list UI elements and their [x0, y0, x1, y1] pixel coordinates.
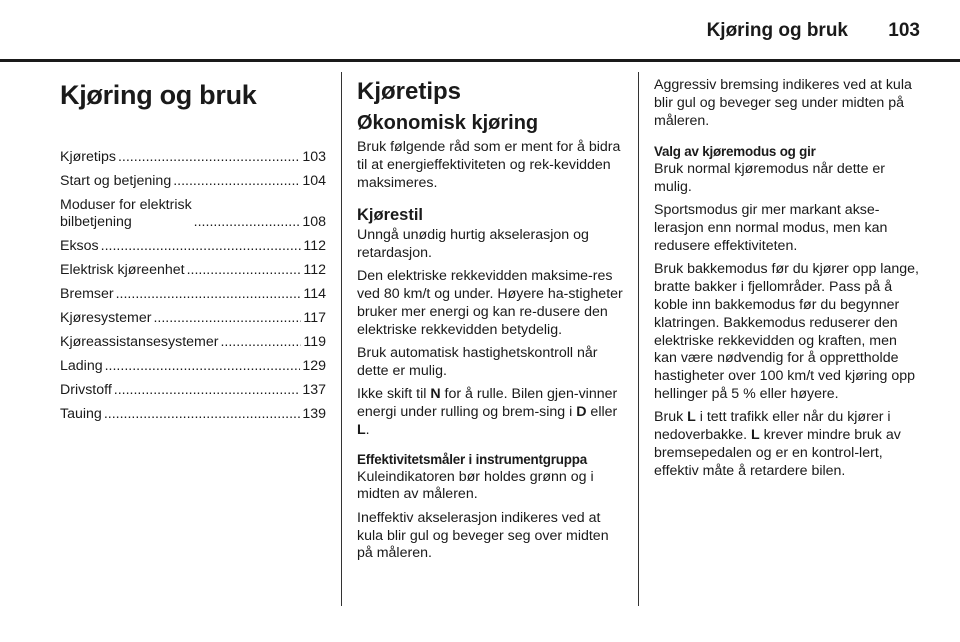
section-title: Kjøretips [357, 78, 462, 105]
paragraph-gear-rolling: Ikke skift til N for å rulle. Bilen gjen-vinner energi under rulling og brem-sing i D eller L. [357, 386, 618, 438]
toc-dot-leader [116, 286, 302, 303]
paragraph-low-gear: Bruk L i tett trafikk eller når du kjører i nedoverbakke. L krever mindre bruk av bremsepedalen og er en kontrol-lert, effektiv måte å retardere bilen. [654, 409, 901, 479]
toc-entry[interactable] [60, 197, 326, 231]
toc-dot-leader [187, 262, 302, 279]
header-divider [0, 59, 960, 62]
gear-letter-l: L [751, 427, 760, 444]
toc-entry-label: Tauing [60, 406, 102, 422]
toc-entry[interactable] [60, 173, 326, 190]
toc-entry-label: Eksos [60, 238, 99, 254]
toc-entry-page: 108 [302, 214, 326, 230]
page-number: 103 [888, 20, 920, 41]
toc-entry-page: 117 [303, 310, 326, 326]
toc-dot-leader [118, 149, 300, 166]
toc-dot-leader [220, 334, 301, 351]
toc-dot-leader [104, 406, 301, 423]
paragraph: Unngå unødig hurtig akselerasjon og retardasjon. [357, 227, 589, 262]
toc-dot-leader [101, 238, 302, 255]
column-divider-1 [341, 72, 342, 606]
gear-letter-l: L [357, 421, 366, 438]
paragraph: Kuleindikatoren bør holdes grønn og i midten av måleren. [357, 468, 594, 503]
toc-entry-page: 112 [303, 262, 326, 278]
toc-entry-page: 112 [303, 238, 326, 254]
toc-entry[interactable] [60, 358, 326, 375]
toc-entry-page: 103 [302, 149, 326, 165]
paragraph: Sportsmodus gir mer markant akse-lerasjon enn normal modus, men kan redusere effektiviteten. [654, 202, 888, 255]
toc-dot-leader [114, 382, 301, 399]
subsection-title: Økonomisk kjøring [357, 112, 539, 134]
column-divider-2 [638, 72, 639, 606]
toc-entry-page: 104 [302, 173, 326, 189]
toc-entry-page: 139 [302, 406, 326, 422]
efficiency-gauge-heading: Effektivitetsmåler i instrumentgruppa [357, 451, 587, 467]
toc-entry-page: 129 [302, 358, 326, 374]
toc-entry[interactable] [60, 382, 326, 399]
toc-dot-leader [194, 214, 301, 231]
paragraph: Ineffektiv akselerasjon indikeres ved at kula blir gul og beveger seg over midten på måleren. [357, 509, 609, 562]
column-3 [654, 72, 922, 486]
drive-mode-heading: Valg av kjøremodus og gir [654, 144, 816, 160]
toc-dot-leader [105, 358, 301, 375]
column-2 [357, 72, 623, 569]
table-of-contents [60, 149, 326, 423]
toc-entry[interactable] [60, 262, 326, 279]
toc-entry-page: 114 [303, 286, 326, 302]
toc-entry-label: Kjøresystemer [60, 310, 152, 326]
paragraph: Den elektriske rekkevidden maksime-res ved 80 km/t og under. Høyere ha-stigheter bruker mer energi og kan re-dusere den elektriske rekkevidden betydelig. [357, 268, 623, 338]
paragraph: Aggressiv bremsing indikeres ved at kula blir gul og beveger seg under midten på måleren. [654, 77, 912, 129]
driving-style-heading: Kjørestil [357, 206, 424, 225]
toc-entry[interactable] [60, 238, 326, 255]
toc-entry-page: 119 [303, 334, 326, 350]
toc-entry[interactable] [60, 406, 326, 423]
toc-entry-label: Bremser [60, 286, 114, 302]
paragraph: Bruk normal kjøremodus når dette er mulig. [654, 161, 886, 196]
gear-letter-l: L [687, 409, 696, 426]
paragraph: Bruk bakkemodus før du kjører opp lange, bratte bakker i fjellområder. Pass på å koble inn bakkemodus før du begynner klatringen. Bakkemodus reduserer den elektriske rekkevidden og kraften, men kan være nødvendig for å opprettholde hastigheter over 100 km/t ved kjøring opp hellinger på 5 % eller høyere. [654, 261, 919, 402]
column-toc [60, 72, 326, 430]
intro-paragraph: Bruk følgende råd som er ment for å bidra til at energieffektiviteten og rek-kevidden maksimeres. [357, 139, 621, 191]
page-header [0, 0, 960, 60]
toc-entry[interactable] [60, 149, 326, 166]
toc-entry-page: 137 [302, 382, 326, 398]
toc-entry[interactable] [60, 286, 326, 303]
toc-entry[interactable] [60, 310, 326, 327]
paragraph: Bruk automatisk hastighetskontroll når dette er mulig. [357, 345, 598, 379]
toc-dot-leader [153, 310, 301, 327]
toc-entry-label: Kjøreassistansesystemer [60, 334, 219, 350]
toc-entry-label: Kjøretips [60, 149, 116, 165]
toc-entry[interactable] [60, 334, 326, 351]
toc-entry-label: Drivstoff [60, 382, 112, 398]
gear-letter-n: N [430, 386, 441, 403]
toc-dot-leader [173, 173, 300, 190]
gear-letter-d: D [576, 404, 587, 421]
toc-entry-label: Start og betjening [60, 173, 172, 189]
running-header-title: Kjøring og bruk [706, 20, 848, 41]
toc-entry-label: Lading [60, 358, 103, 374]
toc-entry-label: Moduser for elektrisk bilbetjening [60, 197, 192, 230]
toc-entry-label: Elektrisk kjøreenhet [60, 262, 185, 278]
chapter-title: Kjøring og bruk [60, 80, 257, 110]
